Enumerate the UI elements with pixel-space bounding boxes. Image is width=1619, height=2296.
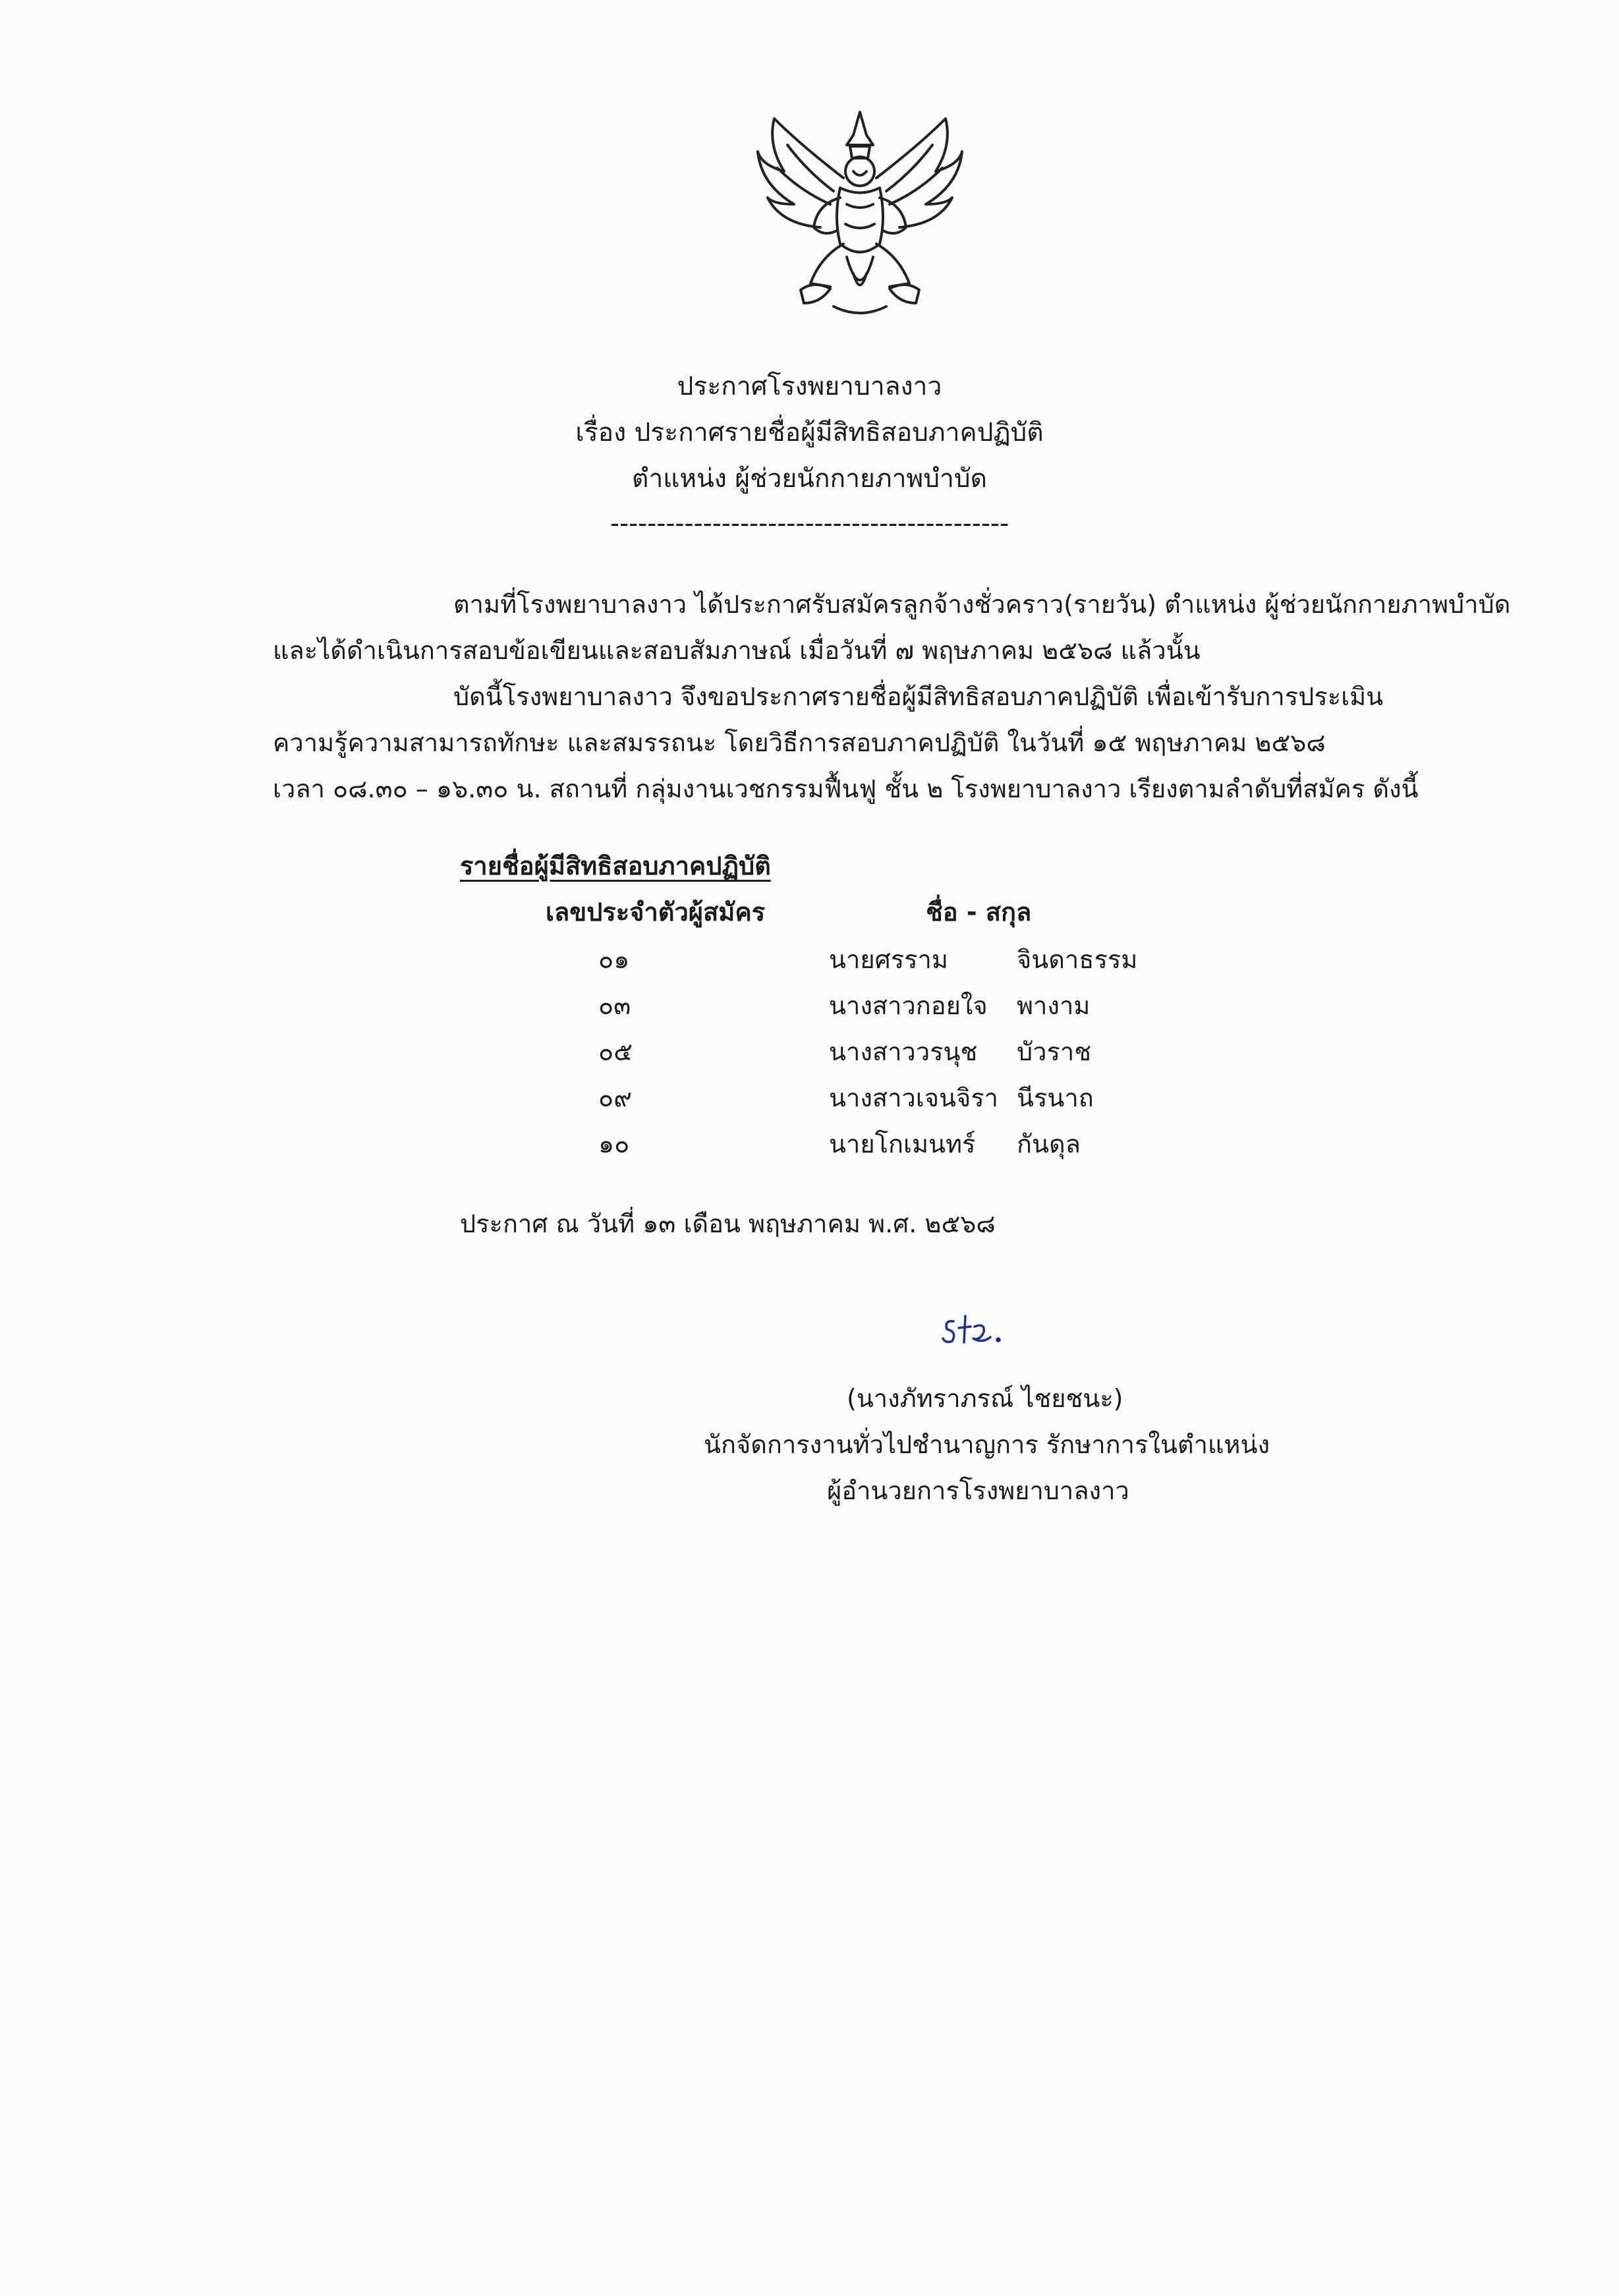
header-divider: ------------------------------------------- <box>610 509 1009 538</box>
candidate-last-name: กันดุล <box>1017 1130 1081 1159</box>
paragraph2-line3: เวลา ๐๘.๓๐ – ๑๖.๓๐ น. สถานที่ กลุ่มงานเวชกรรมฟื้นฟู ชั้น ๒ โรงพยาบาลงาว เรียงตามลำดับที่สมัคร ดังนี้ <box>273 774 1419 803</box>
candidate-last-name: จินดาธรรม <box>1017 945 1138 974</box>
column-header-name: ชื่อ - สกุล <box>926 898 1032 927</box>
candidate-first-name: นางสาวเจนจิรา <box>829 1083 998 1112</box>
candidate-id: ๐๑ <box>598 945 630 974</box>
announcement-date: ประกาศ ณ วันที่ ๑๓ เดือน พฤษภาคม พ.ศ. ๒๕๖๘ <box>460 1209 996 1238</box>
signatory-position: ผู้อำนวยการโรงพยาบาลงาว <box>827 1476 1129 1505</box>
signatory-title: นักจัดการงานทั่วไปชำนาญการ รักษาการในตำแหน่ง <box>704 1430 1270 1459</box>
column-header-id: เลขประจำตัวผู้สมัคร <box>546 898 766 927</box>
candidate-list-heading: รายชื่อผู้มีสิทธิสอบภาคปฏิบัติ <box>460 851 771 880</box>
garuda-emblem-icon <box>748 105 972 323</box>
paragraph1-line1: ตามที่โรงพยาบาลงาว ได้ประกาศรับสมัครลูกจ้างชั่วคราว(รายวัน) ตำแหน่ง ผู้ช่วยนักกายภาพบำบัด <box>453 590 1511 619</box>
handwritten-signature <box>939 1308 1018 1354</box>
candidate-first-name: นางสาววรนุช <box>829 1037 978 1066</box>
candidate-id: ๐๓ <box>598 991 631 1020</box>
org-title: ประกาศโรงพยาบาลงาว <box>677 372 942 401</box>
signatory-name: (นางภัทราภรณ์ ไชยชนะ) <box>847 1384 1123 1413</box>
paragraph1-line2: และได้ดำเนินการสอบข้อเขียนและสอบสัมภาษณ์ เมื่อวันที่ ๗ พฤษภาคม ๒๕๖๘ แล้วนั้น <box>273 636 1201 665</box>
candidate-id: ๑๐ <box>598 1130 630 1159</box>
candidate-id: ๐๕ <box>598 1037 633 1066</box>
candidate-last-name: บัวราช <box>1017 1037 1091 1066</box>
candidate-first-name: นายศรราม <box>829 945 948 974</box>
position-line: ตำแหน่ง ผู้ช่วยนักกายภาพบำบัด <box>632 464 987 494</box>
paragraph2-line1: บัดนี้โรงพยาบาลงาว จึงขอประกาศรายชื่อผู้มีสิทธิสอบภาคปฏิบัติ เพื่อเข้ารับการประเมิน <box>453 682 1384 711</box>
candidate-last-name: นีรนาถ <box>1017 1083 1094 1112</box>
candidate-id: ๐๙ <box>598 1083 633 1112</box>
paragraph2-line2: ความรู้ความสามารถทักษะ และสมรรถนะ โดยวิธีการสอบภาคปฏิบัติ ในวันที่ ๑๕ พฤษภาคม ๒๕๖๘ <box>273 728 1326 757</box>
candidate-first-name: นายโกเมนทร์ <box>829 1130 976 1159</box>
candidate-first-name: นางสาวกอยใจ <box>829 991 988 1020</box>
subject-line: เรื่อง ประกาศรายชื่อผู้มีสิทธิสอบภาคปฏิบัติ <box>575 418 1044 447</box>
candidate-last-name: พางาม <box>1017 991 1091 1020</box>
